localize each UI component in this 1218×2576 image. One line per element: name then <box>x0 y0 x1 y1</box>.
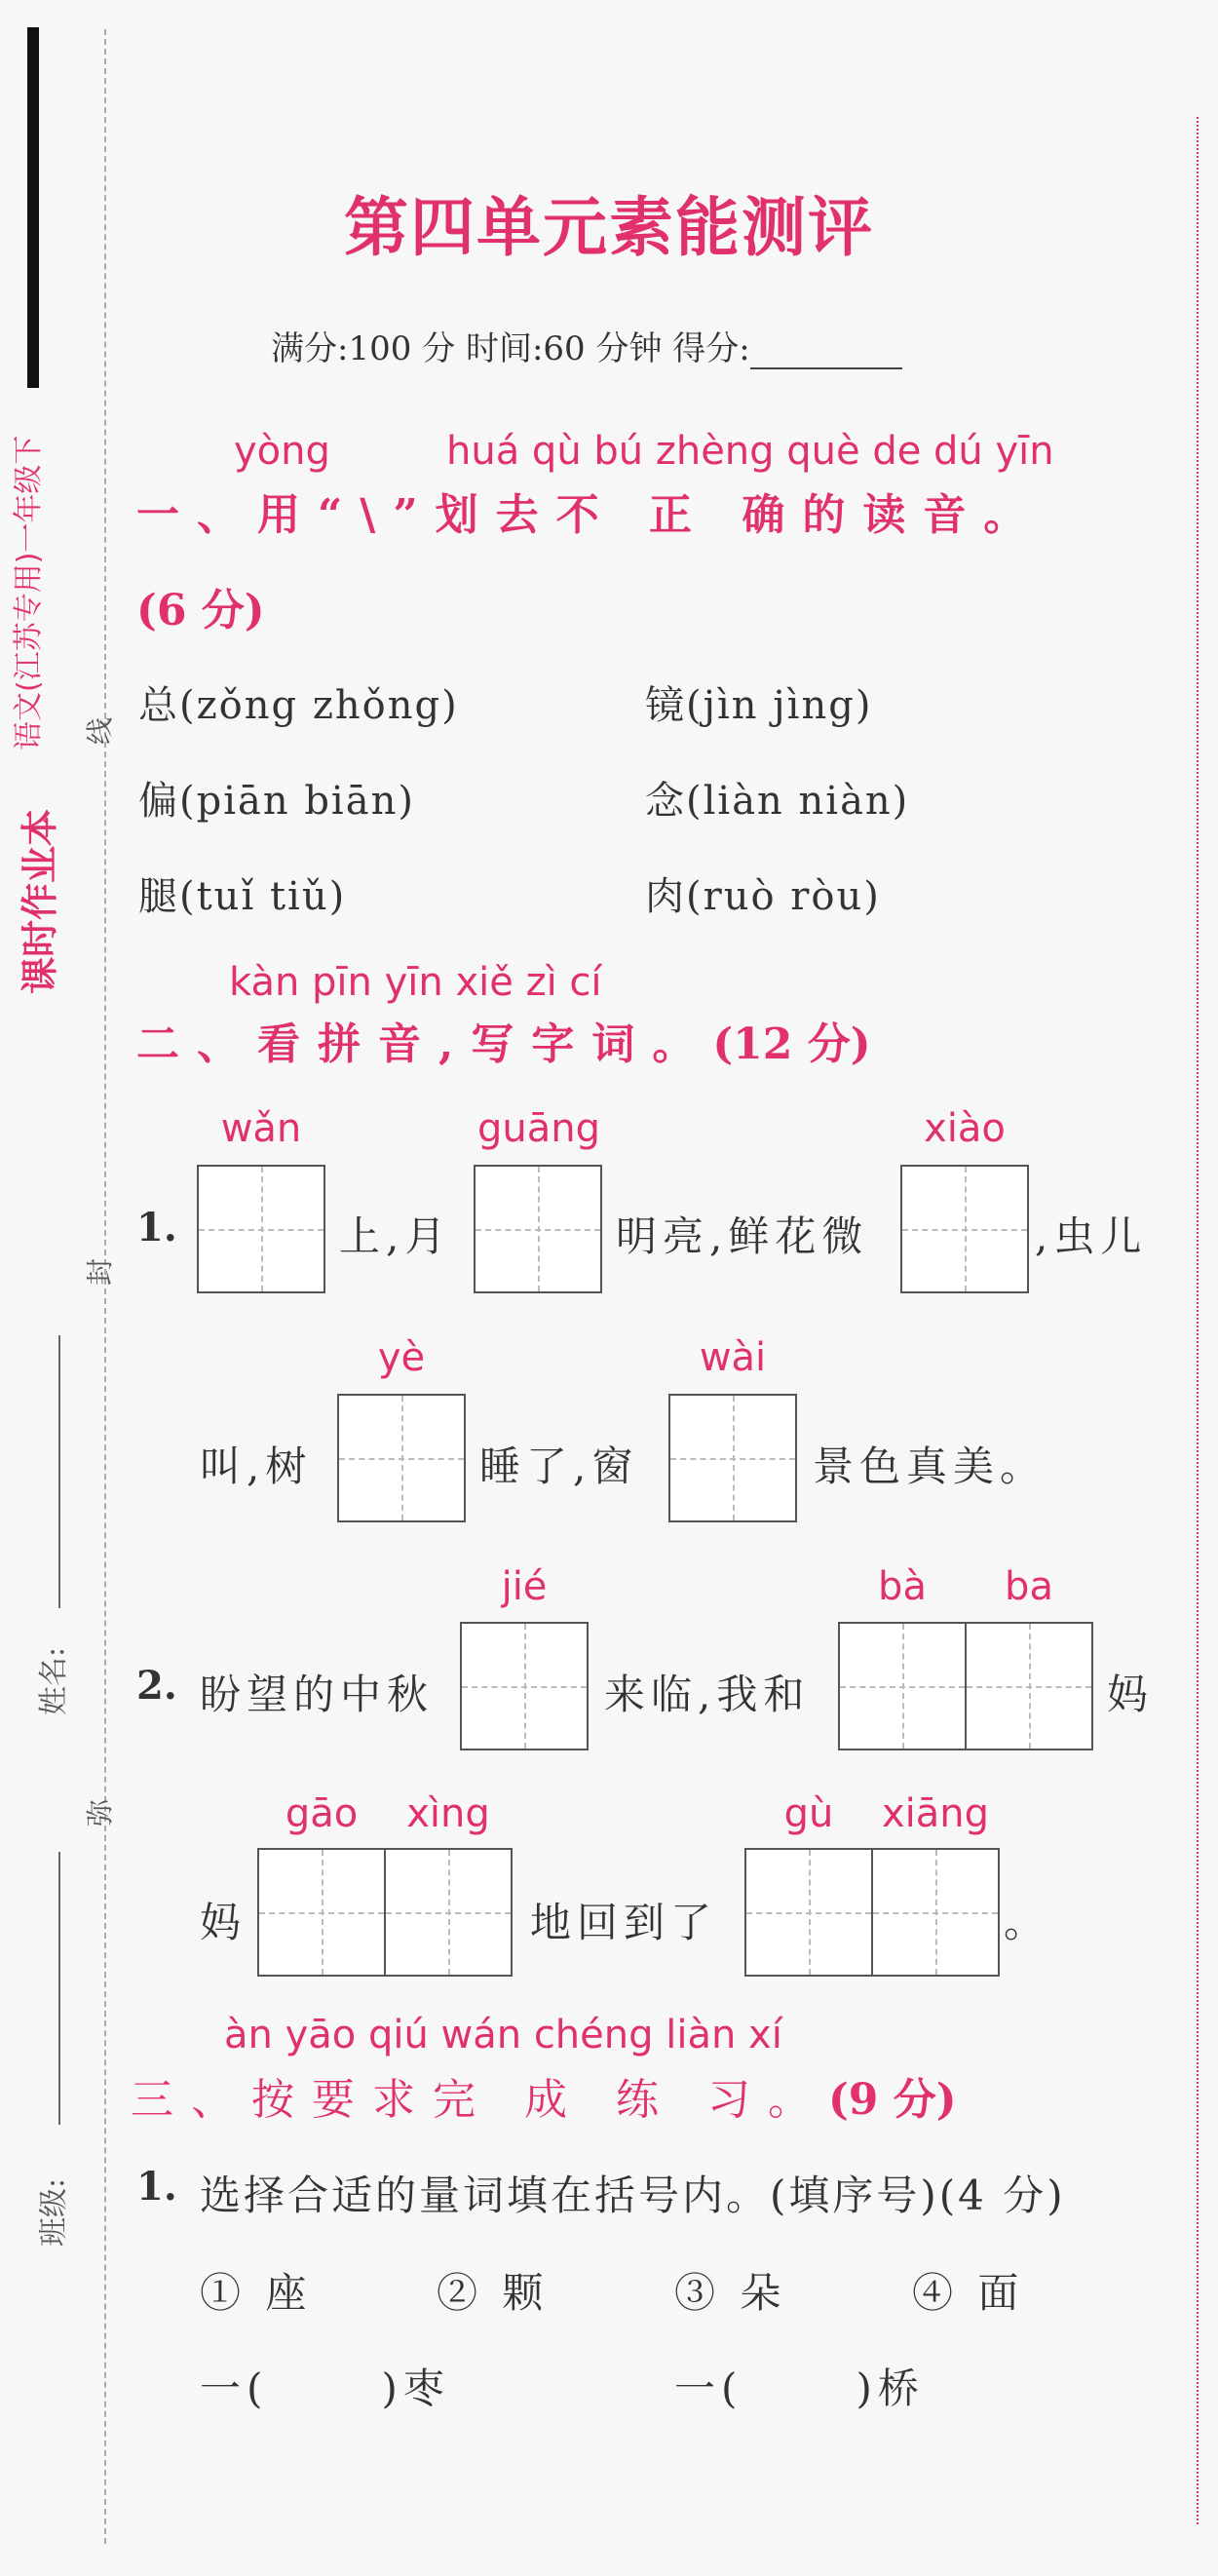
side-brand <box>2 780 66 994</box>
q1-py5: wài <box>699 1335 767 1380</box>
char-box[interactable] <box>337 1394 466 1522</box>
side-subject-text: 语文(江苏专用)一年级下 <box>12 435 46 750</box>
sec1-pinyin-rest: huá qù bú zhèng què de dú yīn <box>446 429 1054 474</box>
char-box[interactable] <box>744 1848 873 1977</box>
sec2-heading-row <box>136 1009 871 1071</box>
sec3-score: (9 分) <box>827 2075 957 2125</box>
q2-number: 2. <box>136 1663 177 1709</box>
score-blank[interactable] <box>750 367 902 369</box>
cut-mark-3: 弥 <box>84 1798 117 1827</box>
q1-text2: 明亮,鲜花微 <box>616 1212 869 1260</box>
char-box[interactable] <box>384 1848 513 1977</box>
option-2: ② 颗 <box>437 2269 550 2317</box>
q2-py3b: xìng <box>406 1791 490 1836</box>
char-box[interactable] <box>668 1394 797 1522</box>
q1-py4: yè <box>377 1335 426 1380</box>
char-box[interactable] <box>965 1622 1093 1750</box>
pair-6: 肉(ruò ròu) <box>645 874 881 919</box>
margin-line <box>1197 117 1199 2524</box>
char-box[interactable] <box>197 1165 325 1293</box>
q2-py2b: ba <box>1005 1564 1053 1609</box>
q1-number: 1. <box>136 1205 177 1250</box>
sec3-q1-text: 选择合适的量词填在括号内。(填序号)(4 分) <box>200 2172 1066 2219</box>
q1-text3: ,虫儿 <box>1035 1212 1148 1260</box>
q2-py4b: xiāng <box>881 1791 990 1836</box>
q2-py1: jié <box>501 1564 548 1609</box>
q2-py2a: bà <box>878 1564 927 1609</box>
char-box[interactable] <box>257 1848 386 1977</box>
char-box[interactable] <box>900 1165 1029 1293</box>
cut-mark-2: 封 <box>84 1257 117 1287</box>
q2-text3: 妈 <box>1107 1671 1155 1718</box>
cut-line <box>104 29 106 2544</box>
option-3: ③ 朵 <box>674 2269 787 2317</box>
sec2-heading: 二、看拼音,写字词。 <box>136 1019 713 1069</box>
option-1: ① 座 <box>200 2269 313 2317</box>
q2-text5: 地回到了 <box>530 1899 718 1946</box>
side-brand-text: 课时作业本 <box>19 808 61 994</box>
field-class-line <box>58 1852 60 2125</box>
sec3-heading-row <box>131 2064 957 2127</box>
sec3-pinyin: àn yāo qiú wán chéng liàn xí <box>224 2013 782 2057</box>
option-4: ④ 面 <box>912 2269 1025 2317</box>
sec1-heading: 一、用“\”划去不 正 确的读音。 <box>136 490 1045 540</box>
q1-py3: xiào <box>924 1106 1006 1151</box>
blank-1[interactable]: 一( )枣 <box>200 2365 450 2412</box>
q1-text1: 上,月 <box>339 1212 452 1260</box>
q1-text5: 睡了,窗 <box>479 1442 639 1490</box>
char-box[interactable] <box>460 1622 589 1750</box>
q2-text1: 盼望的中秋 <box>200 1671 435 1718</box>
q2-text2: 来临,我和 <box>604 1671 811 1718</box>
sec1-score: (6 分) <box>136 586 265 635</box>
sec3-heading: 三、按要求完 成 练 习。 <box>131 2075 828 2125</box>
pair-2: 镜(jìn jìng) <box>645 683 873 728</box>
pair-5: 腿(tuǐ tiǔ) <box>138 874 347 919</box>
sec2-score: (12 分) <box>712 1019 871 1069</box>
char-box[interactable] <box>838 1622 967 1750</box>
q1-text6: 景色真美。 <box>813 1442 1047 1490</box>
cut-mark-1: 线 <box>84 716 117 746</box>
blank-2[interactable]: 一( )桥 <box>674 2365 925 2412</box>
page-title: 第四单元素能测评 <box>344 189 874 265</box>
pair-4: 念(liàn niàn) <box>645 779 910 824</box>
char-box[interactable] <box>474 1165 602 1293</box>
sec3-q1-number: 1. <box>136 2164 177 2210</box>
field-name-line <box>58 1335 60 1608</box>
sec1-pinyin-yong: yòng <box>234 429 330 474</box>
score-info <box>271 322 902 369</box>
q1-py1: wǎn <box>220 1106 302 1151</box>
q2-text4: 妈 <box>200 1899 247 1946</box>
sec2-pinyin: kàn pīn yīn xiě zì cí <box>229 960 602 1005</box>
pair-1: 总(zǒng zhǒng) <box>138 683 459 728</box>
pair-3: 偏(piān biān) <box>138 779 415 824</box>
char-box[interactable] <box>871 1848 1000 1977</box>
q2-py4a: gù <box>783 1791 834 1836</box>
q2-text6: 。 <box>1004 1899 1051 1946</box>
q1-text4: 叫,树 <box>200 1442 313 1490</box>
q1-py2: guāng <box>477 1106 600 1151</box>
q2-py3a: gāo <box>285 1791 359 1836</box>
score-info-text: 满分:100 分 时间:60 分钟 得分: <box>271 329 750 368</box>
